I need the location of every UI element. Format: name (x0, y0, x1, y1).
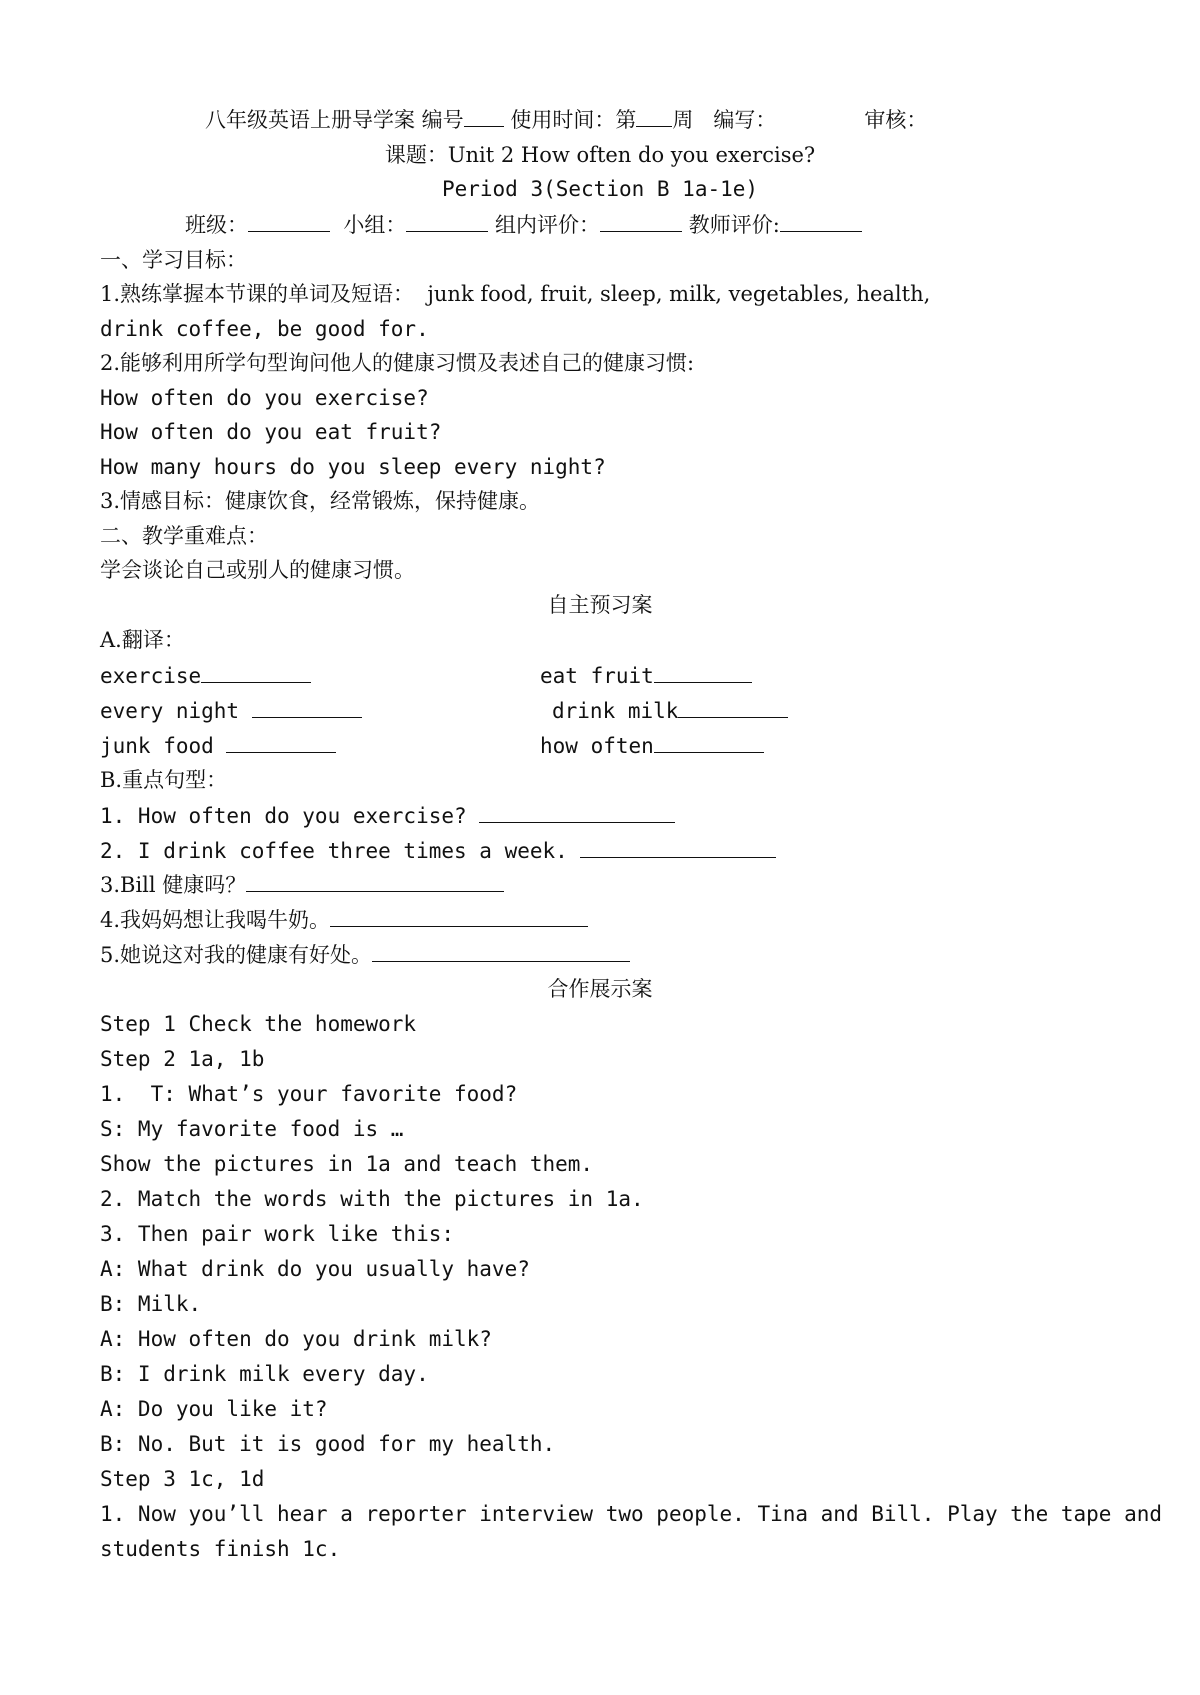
sentence-heading: B.重点句型： (100, 768, 228, 792)
peer-eval-blank[interactable] (600, 209, 682, 232)
week-blank[interactable] (636, 104, 672, 127)
step-1: Step 1 Check the homework (100, 1012, 417, 1036)
sentence-item: 3.Bill 健康吗？ (100, 869, 504, 900)
sentence-item: 1. How often do you exercise? (100, 800, 675, 831)
step-line: 3. Then pair work like this: (100, 1222, 455, 1246)
translation-blank[interactable] (226, 730, 336, 753)
step-line: students finish 1c. (100, 1537, 341, 1561)
class-label: 班级： (185, 213, 248, 237)
translation-blank[interactable] (201, 660, 311, 683)
translate-heading: A.翻译： (100, 628, 185, 652)
word-item: exercise (100, 660, 311, 691)
word-item: drink milk (552, 695, 788, 726)
step-line: 2. Match the words with the pictures in 1a. (100, 1187, 644, 1211)
teacher-eval-blank[interactable] (780, 209, 862, 232)
translation-blank[interactable] (678, 695, 788, 718)
header-reviewer-label: 审核： (864, 108, 928, 132)
step-line: Show the pictures in 1a and teach them. (100, 1152, 594, 1176)
cooperation-title: 合作展示案 (547, 977, 653, 1001)
number-blank[interactable] (464, 104, 504, 127)
class-blank[interactable] (248, 209, 330, 232)
key-points-heading: 二、教学重难点： (100, 524, 268, 548)
sentence-blank[interactable] (479, 800, 675, 823)
word-item: every night (100, 695, 362, 726)
header-line (205, 104, 927, 135)
objective-1-cont: drink coffee, be good for. (100, 317, 429, 341)
group-blank[interactable] (406, 209, 488, 232)
dialogue-line: A: How often do you drink milk? (100, 1327, 492, 1351)
key-points-text: 学会谈论自己或别人的健康习惯。 (100, 558, 415, 582)
peer-eval-label: 组内评价： (495, 213, 601, 237)
dialogue-line: A: Do you like it? (100, 1397, 328, 1421)
teacher-eval-label: 教师评价: (688, 213, 780, 237)
word-item: eat fruit (540, 660, 752, 691)
step-2: Step 2 1a, 1b (100, 1047, 265, 1071)
sentence-item: 5.她说这对我的健康有好处。 (100, 939, 630, 970)
objectives-heading: 一、学习目标： (100, 248, 247, 272)
sentence-blank[interactable] (246, 869, 504, 892)
sentence-blank[interactable] (330, 904, 588, 927)
objective-3: 3.情感目标：健康饮食，经常锻炼，保持健康。 (100, 489, 541, 513)
dialogue-line: B: I drink milk every day. (100, 1362, 429, 1386)
header-time-label: 使用时间：第 (503, 108, 637, 132)
objective-1: 1.熟练掌握本节课的单词及短语： junk food, fruit, sleep, milk, vegetables, health, (100, 282, 931, 306)
header-grade-label: 八年级英语上册导学案 编号 (205, 108, 464, 132)
header-editor-label: 周 编写： (672, 108, 777, 132)
question-2: How often do you eat fruit? (100, 420, 442, 444)
dialogue-line: A: What drink do you usually have? (100, 1257, 530, 1281)
preview-title: 自主预习案 (547, 593, 653, 617)
evaluation-line (185, 209, 862, 240)
topic-title: 课题：Unit 2 How often do you exercise? (384, 143, 816, 167)
objective-2: 2.能够利用所学句型询问他人的健康习惯及表述自己的健康习惯: (100, 351, 695, 375)
word-item: junk food (100, 730, 336, 761)
period-title: Period 3(Section B 1a-1e) (441, 177, 759, 201)
dialogue-line: B: Milk. (100, 1292, 202, 1316)
step-line: S: My favorite food is … (100, 1117, 404, 1141)
translation-blank[interactable] (252, 695, 362, 718)
translation-blank[interactable] (654, 730, 764, 753)
group-label: 小组： (343, 213, 407, 237)
word-item: how often (540, 730, 764, 761)
sentence-blank[interactable] (580, 835, 776, 858)
step-line: 1. Now you’ll hear a reporter interview two people. Tina and Bill. Play the tape and (100, 1502, 1163, 1526)
sentence-item: 2. I drink coffee three times a week. (100, 835, 776, 866)
step-line: 1. T: What’s your favorite food? (100, 1082, 518, 1106)
sentence-blank[interactable] (372, 939, 630, 962)
question-3: How many hours do you sleep every night? (100, 455, 606, 479)
dialogue-line: B: No. But it is good for my health. (100, 1432, 556, 1456)
sentence-item: 4.我妈妈想让我喝牛奶。 (100, 904, 588, 935)
question-1: How often do you exercise? (100, 386, 429, 410)
step-3: Step 3 1c, 1d (100, 1467, 265, 1491)
translation-blank[interactable] (654, 660, 752, 683)
